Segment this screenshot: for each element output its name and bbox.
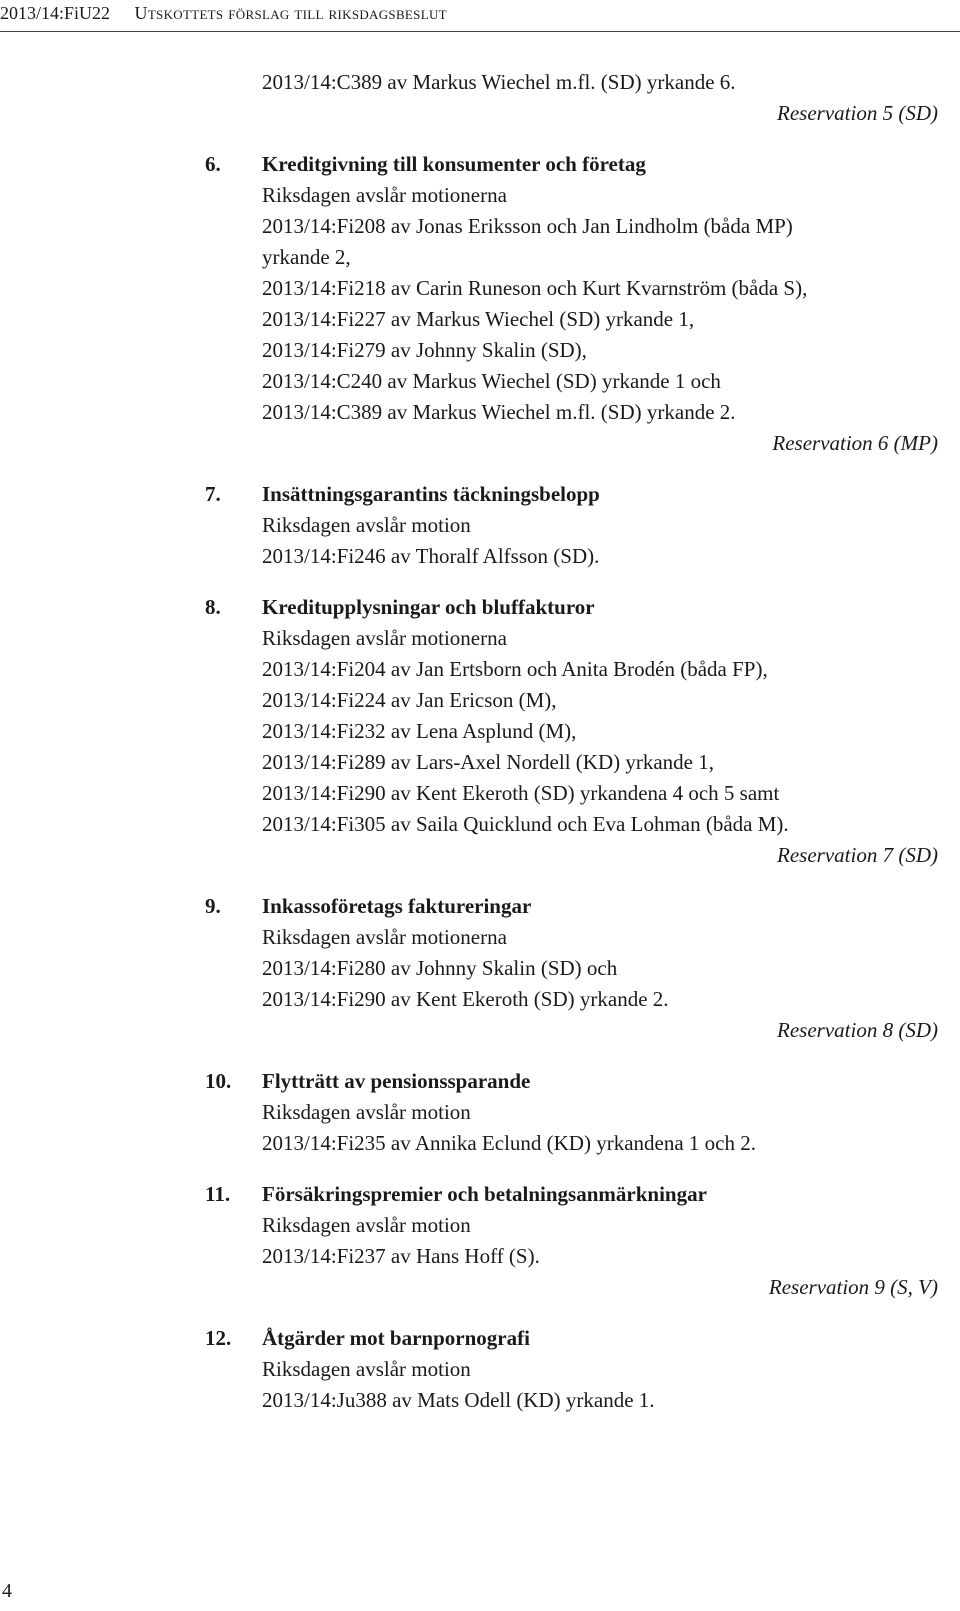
reservation-note: Reservation 8 (SD): [777, 1018, 938, 1042]
proposal-section: [0, 1179, 960, 1303]
motion-line: 2013/14:Fi290 av Kent Ekeroth (SD) yrkandena 4 och 5 samt: [262, 781, 780, 805]
section-heading: [0, 1179, 960, 1210]
intro-block: [0, 67, 960, 129]
decision-line: Riksdagen avslår motion: [262, 1213, 471, 1237]
section-title: Insättningsgarantins täckningsbelopp: [262, 482, 600, 506]
document-body: [0, 67, 960, 1416]
section-heading: [0, 1323, 960, 1354]
proposal-section: [0, 891, 960, 1046]
section-number: 8.: [205, 595, 221, 619]
decision-line: Riksdagen avslår motion: [262, 1100, 471, 1124]
decision-line: Riksdagen avslår motionerna: [262, 925, 507, 949]
section-title: Inkassoföretags faktureringar: [262, 894, 532, 918]
proposal-section: [0, 1066, 960, 1159]
document-id: 2013/14:FiU22: [0, 3, 111, 23]
motion-line: 2013/14:Fi235 av Annika Eclund (KD) yrkandena 1 och 2.: [262, 1131, 756, 1155]
section-number: 12.: [205, 1326, 232, 1350]
section-title: Kreditupplysningar och bluffakturor: [262, 595, 595, 619]
proposal-section: [0, 1323, 960, 1416]
section-title: Kreditgivning till konsumenter och företag: [262, 152, 646, 176]
motion-line: 2013/14:Fi237 av Hans Hoff (S).: [262, 1244, 540, 1268]
motion-line: 2013/14:C389 av Markus Wiechel m.fl. (SD) yrkande 2.: [262, 400, 736, 424]
section-title: Flytträtt av pensionssparande: [262, 1069, 531, 1093]
section-number: 6.: [205, 152, 221, 176]
proposal-section: [0, 149, 960, 459]
motion-line: yrkande 2,: [262, 245, 351, 269]
section-title: Försäkringspremier och betalningsanmärkningar: [262, 1182, 707, 1206]
motion-line: 2013/14:Fi279 av Johnny Skalin (SD),: [262, 338, 587, 362]
proposal-section: [0, 479, 960, 572]
decision-line: Riksdagen avslår motionerna: [262, 626, 507, 650]
motion-line: 2013/14:Fi224 av Jan Ericson (M),: [262, 688, 557, 712]
decision-line: Riksdagen avslår motion: [262, 1357, 471, 1381]
motion-line: 2013/14:Fi246 av Thoralf Alfsson (SD).: [262, 544, 600, 568]
motion-line: 2013/14:C389 av Markus Wiechel m.fl. (SD) yrkande 6.: [262, 70, 736, 94]
section-heading: [0, 149, 960, 180]
section-number: 7.: [205, 482, 221, 506]
motion-line: 2013/14:C240 av Markus Wiechel (SD) yrkande 1 och: [262, 369, 721, 393]
proposal-sections: [0, 149, 960, 1416]
section-title: Åtgärder mot barnpornografi: [262, 1326, 530, 1350]
document-title: Utskottets förslag till riksdagsbeslut: [134, 3, 447, 23]
decision-line: Riksdagen avslår motion: [262, 513, 471, 537]
proposal-section: [0, 592, 960, 871]
motion-line: 2013/14:Fi232 av Lena Asplund (M),: [262, 719, 577, 743]
page-header: [0, 2, 447, 24]
motion-line: 2013/14:Fi204 av Jan Ertsborn och Anita Brodén (båda FP),: [262, 657, 768, 681]
motion-line: 2013/14:Fi305 av Saila Quicklund och Eva Lohman (båda M).: [262, 812, 789, 836]
reservation-note: Reservation 9 (S, V): [768, 1275, 938, 1299]
page-number: 4: [2, 1580, 12, 1602]
motion-line: 2013/14:Fi289 av Lars-Axel Nordell (KD) yrkande 1,: [262, 750, 714, 774]
section-heading: [0, 592, 960, 623]
motion-line: 2013/14:Fi280 av Johnny Skalin (SD) och: [262, 956, 618, 980]
motion-line: 2013/14:Ju388 av Mats Odell (KD) yrkande 1.: [262, 1388, 655, 1412]
motion-line: 2013/14:Fi290 av Kent Ekeroth (SD) yrkande 2.: [262, 987, 669, 1011]
section-number: 11.: [205, 1182, 231, 1206]
motion-line: 2013/14:Fi227 av Markus Wiechel (SD) yrkande 1,: [262, 307, 695, 331]
section-heading: [0, 479, 960, 510]
section-number: 9.: [205, 894, 221, 918]
reservation-note: Reservation 6 (MP): [772, 431, 938, 455]
motion-line: 2013/14:Fi208 av Jonas Eriksson och Jan Lindholm (båda MP): [262, 214, 793, 238]
header-divider: [0, 31, 960, 32]
reservation-note: Reservation 5 (SD): [777, 101, 938, 125]
reservation-note: Reservation 7 (SD): [777, 843, 938, 867]
motion-line: 2013/14:Fi218 av Carin Runeson och Kurt Kvarnström (båda S),: [262, 276, 808, 300]
decision-line: Riksdagen avslår motionerna: [262, 183, 507, 207]
section-number: 10.: [205, 1069, 232, 1093]
section-heading: [0, 891, 960, 922]
section-heading: [0, 1066, 960, 1097]
